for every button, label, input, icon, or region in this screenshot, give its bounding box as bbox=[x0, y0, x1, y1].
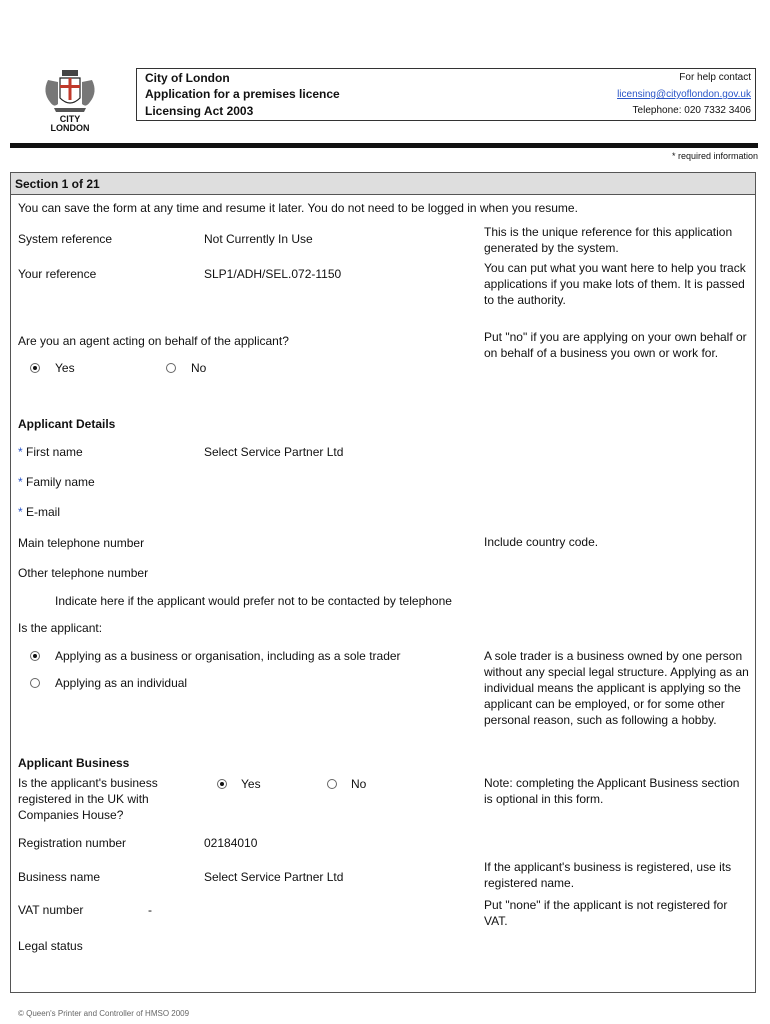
agent-no-radio[interactable] bbox=[166, 363, 176, 373]
business-registered-no-label: No bbox=[351, 777, 367, 791]
your-reference-label: Your reference bbox=[18, 267, 97, 281]
system-reference-label: System reference bbox=[18, 232, 113, 246]
agent-no-label: No bbox=[191, 361, 207, 375]
no-phone-contact-label: Indicate here if the applicant would prefer not to be contacted by telephone bbox=[55, 594, 452, 608]
header-title-authority: City of London bbox=[145, 71, 230, 85]
your-reference-field[interactable]: SLP1/ADH/SEL.072-1150 bbox=[204, 267, 342, 281]
main-telephone-label: Main telephone number bbox=[18, 536, 145, 550]
business-name-note: If the applicant's business is registered, use its registered name. bbox=[484, 860, 732, 890]
registration-number-label: Registration number bbox=[18, 836, 127, 850]
vat-number-field[interactable]: - bbox=[148, 903, 152, 917]
business-name-label: Business name bbox=[18, 870, 101, 884]
main-telephone-field[interactable] bbox=[204, 533, 464, 551]
business-registered-note: Note: completing the Applicant Business section is optional in this form. bbox=[484, 776, 740, 806]
business-registered-no-radio[interactable] bbox=[327, 779, 337, 789]
section-intro: You can save the form at any time and resume it later. You do not need to be logged in when you resume. bbox=[18, 201, 578, 215]
applicant-details-heading: Applicant Details bbox=[18, 417, 116, 431]
business-registered-yes-radio[interactable] bbox=[217, 779, 227, 789]
help-phone: Telephone: 020 7332 3406 bbox=[632, 105, 751, 116]
first-name-label: * First name bbox=[18, 445, 83, 459]
legal-status-field[interactable] bbox=[204, 936, 464, 954]
required-mark: * bbox=[18, 505, 23, 519]
system-reference-note: This is the unique reference for this application generated by the system. bbox=[484, 225, 733, 255]
applicant-type-business-label: Applying as a business or organisation, including as a sole trader bbox=[55, 649, 401, 663]
vat-number-note: Put "none" if the applicant is not registered for VAT. bbox=[484, 898, 728, 928]
business-registered-yes-label: Yes bbox=[241, 777, 261, 791]
your-reference-note: You can put what you want here to help you track applications if you make lots of them. It is passed to the authority. bbox=[484, 261, 746, 307]
first-name-field[interactable]: Select Service Partner Ltd bbox=[204, 445, 344, 459]
agent-question: Are you an agent acting on behalf of the applicant? bbox=[18, 334, 289, 348]
system-reference-value: Not Currently In Use bbox=[204, 232, 313, 246]
email-label: * E-mail bbox=[18, 505, 61, 519]
help-email-link[interactable]: licensing@cityoflondon.gov.uk bbox=[617, 89, 751, 100]
no-phone-contact-checkbox[interactable] bbox=[34, 595, 46, 607]
crest-icon bbox=[40, 68, 100, 118]
section-header-bar bbox=[11, 173, 755, 195]
logo-text-london: LONDON bbox=[50, 123, 90, 133]
applicant-type-individual-radio[interactable] bbox=[30, 678, 40, 688]
required-information-note: * required information bbox=[671, 151, 758, 161]
main-telephone-note: Include country code. bbox=[484, 535, 599, 549]
header-box bbox=[136, 68, 756, 121]
logo-text-city: CITY bbox=[59, 114, 81, 124]
section-title: Section 1 of 21 bbox=[15, 177, 100, 191]
business-registered-question: Is the applicant's business registered in the UK with Companies House? bbox=[18, 776, 158, 822]
legal-status-label: Legal status bbox=[18, 939, 83, 953]
other-telephone-field[interactable] bbox=[204, 563, 464, 581]
copyright-footer: © Queen's Printer and Controller of HMSO 2009 bbox=[18, 1009, 190, 1018]
agent-note: Put "no" if you are applying on your own behalf or on behalf of a business you own or work for. bbox=[484, 330, 747, 360]
agent-yes-radio[interactable] bbox=[30, 363, 40, 373]
family-name-label: * Family name bbox=[18, 475, 95, 489]
header-title-form: Application for a premises licence bbox=[145, 87, 340, 101]
help-contact-label: For help contact bbox=[679, 72, 751, 83]
required-mark: * bbox=[18, 445, 23, 459]
required-mark: * bbox=[18, 475, 23, 489]
applicant-type-individual-label: Applying as an individual bbox=[55, 676, 188, 690]
family-name-field[interactable] bbox=[204, 472, 464, 490]
applicant-type-question: Is the applicant: bbox=[18, 621, 103, 635]
business-name-field[interactable]: Select Service Partner Ltd bbox=[204, 870, 344, 884]
header-title-act: Licensing Act 2003 bbox=[145, 104, 254, 118]
registration-number-field[interactable]: 02184010 bbox=[204, 836, 258, 850]
email-field[interactable] bbox=[204, 502, 464, 520]
applicant-business-heading: Applicant Business bbox=[18, 756, 130, 770]
other-telephone-label: Other telephone number bbox=[18, 566, 149, 580]
city-of-london-crest bbox=[40, 68, 100, 134]
vat-number-label: VAT number bbox=[18, 903, 84, 917]
header-divider bbox=[10, 143, 758, 148]
applicant-type-business-radio[interactable] bbox=[30, 651, 40, 661]
applicant-type-note: A sole trader is a business owned by one person without any special legal structure. Applying as an individual means the applicant is applying so the applicant can be employed, or for some other personal reason, such as following a hobby. bbox=[484, 649, 749, 727]
agent-yes-label: Yes bbox=[55, 361, 75, 375]
